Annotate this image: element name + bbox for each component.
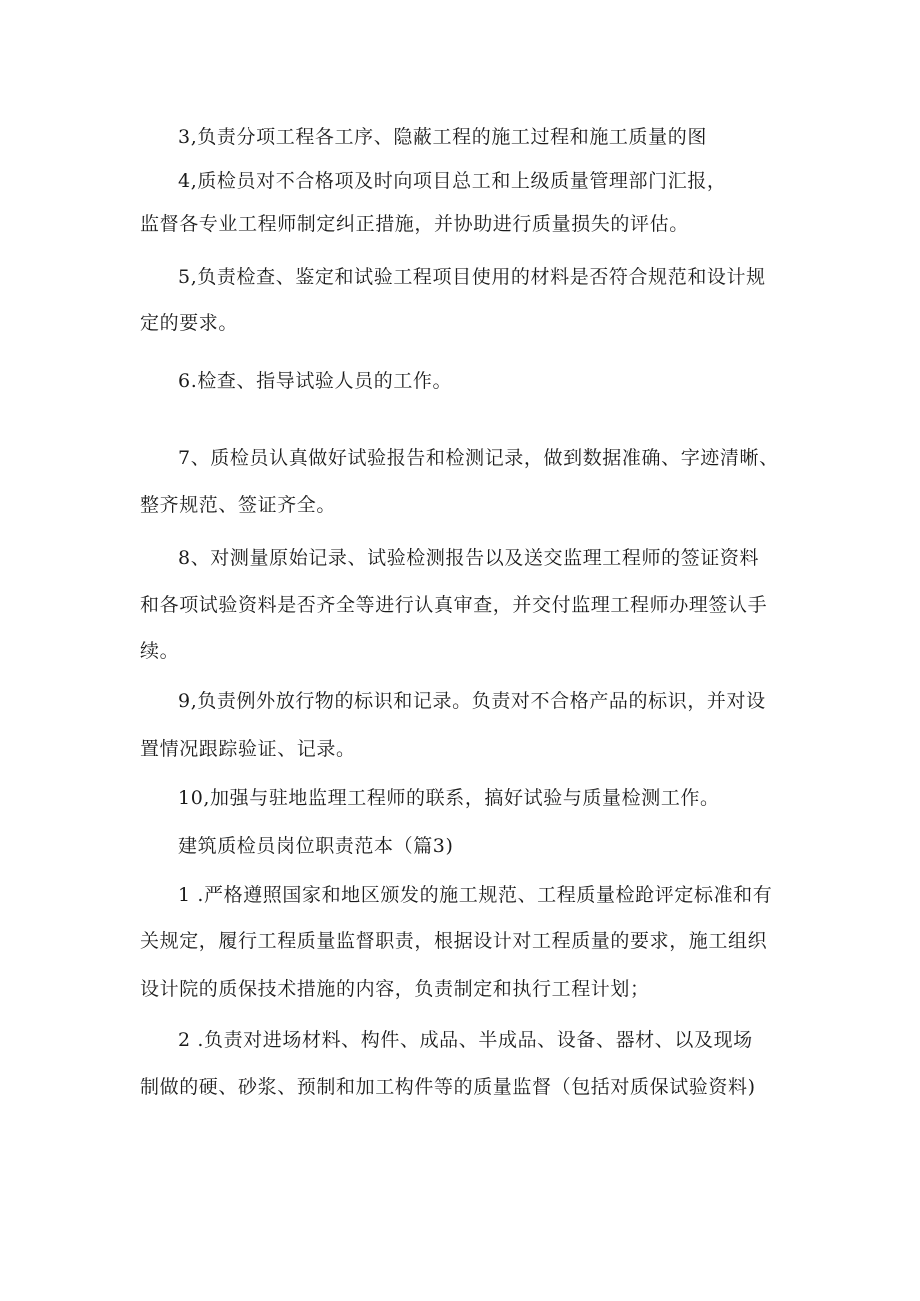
paragraph-8-line-3: 续。 [140,640,180,662]
paragraph-5-line-1: 5,负责检查、鉴定和试验工程项目使用的材料是否符合规范和设计规 [178,266,766,288]
paragraph-7-line-2: 整齐规范、签证齐全。 [140,494,337,516]
paragraph-7-line-1: 7、质检员认真做好试验报告和检测记录，做到数据准确、字迹清晰、 [178,447,779,469]
paragraph-9-line-1: 9,负责例外放行物的标识和记录。负责对不合格产品的标识，并对设 [178,690,766,712]
item-2-line-2: 制做的硬、砂浆、预制和加工构件等的质量监督（包括对质保试验资料) [140,1076,756,1098]
paragraph-6-line-1: 6.检查、指导试验人员的工作。 [178,370,453,392]
paragraph-4-line-1: 4,质检员对不合格项及时向项目总工和上级质量管理部门汇报， [178,170,727,192]
item-1-line-2: 关规定，履行工程质量监督职责，根据设计对工程质量的要求，施工组织 [140,930,768,952]
paragraph-3-line-1: 3,负责分项工程各工序、隐蔽工程的施工过程和施工质量的图 [178,126,707,148]
item-1-line-1: 1 .严格遵照国家和地区颁发的施工规范、工程质量检跄评定标准和有 [178,884,773,906]
section-heading: 建筑质检员岗位职责范本（篇3) [178,835,454,857]
paragraph-8-line-1: 8、对测量原始记录、试验检测报告以及送交监理工程师的签证资料 [178,547,760,569]
paragraph-4-line-2: 监督各专业工程师制定纠正措施，并协助进行质量损失的评估。 [140,213,689,235]
item-2-line-1: 2 .负责对进场材料、构件、成品、半成品、设备、器材、以及现场 [178,1029,753,1051]
paragraph-10-line-1: 10,加强与驻地监理工程师的联系，搞好试验与质量检测工作。 [178,787,720,809]
item-1-line-3: 设计院的质保技术措施的内容，负责制定和执行工程计划； [140,978,650,1000]
paragraph-5-line-2: 定的要求。 [140,312,239,334]
paragraph-9-line-2: 置情况跟踪验证、记录。 [140,738,356,760]
paragraph-8-line-2: 和各项试验资料是否齐全等进行认真审查，并交付监理工程师办理签认手 [140,594,768,616]
